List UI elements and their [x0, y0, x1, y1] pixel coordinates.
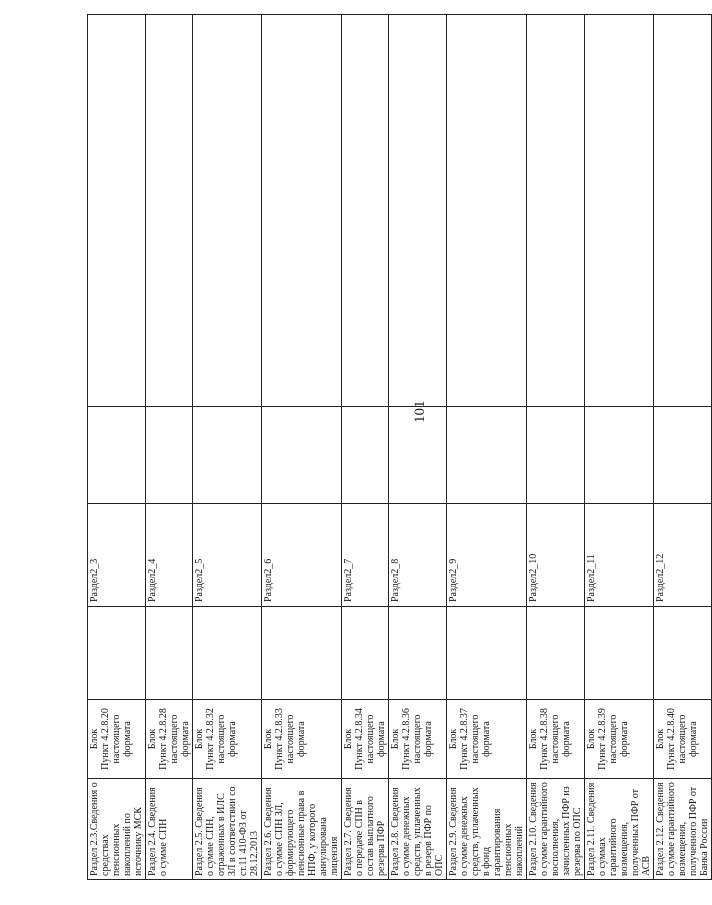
element-type-line: настоящего формата [365, 714, 387, 764]
empty-cell [146, 607, 193, 700]
element-type-line: Блок [263, 728, 274, 750]
empty-cell [654, 407, 712, 504]
element-type-cell [447, 700, 527, 779]
element-type-line: Блок [343, 728, 354, 750]
empty-cell [447, 15, 527, 407]
empty-cell [654, 607, 712, 700]
table-row [447, 15, 527, 880]
element-type-cell [193, 700, 262, 779]
section-description-cell: Раздел 2.8. Сведения о сумме денежных средств, уплаченных в резерв ПФР по ОПС [389, 779, 447, 880]
section-description-cell: Раздел 2.11. Сведения о суммах гарантийного возмещения, полученных ПФР от АСВ [585, 779, 654, 880]
element-type-line: Пункт 4.2.8.40 [666, 708, 677, 770]
element-name-cell: Раздел2_10 [527, 504, 585, 607]
empty-cell [193, 407, 262, 504]
empty-cell [88, 607, 146, 700]
table-row [193, 15, 262, 880]
element-type-line: настоящего формата [285, 714, 307, 764]
element-type-line: Пункт 4.2.8.34 [354, 708, 365, 770]
empty-cell [389, 407, 447, 504]
table-row [262, 15, 342, 880]
element-type-line: настоящего формата [470, 714, 492, 764]
element-type-line: настоящего формата [169, 714, 191, 764]
table-row [527, 15, 585, 880]
section-description-cell: Раздел 2.10. Сведения о сумме гарантийного восполнения, зачисленных ПФР из резерва по ОПС [527, 779, 585, 880]
element-type-line: Пункт 4.2.8.36 [401, 708, 412, 770]
element-type-line: Пункт 4.2.8.39 [597, 708, 608, 770]
element-type-line: Блок [194, 728, 205, 750]
element-name-cell: Раздел2_7 [342, 504, 389, 607]
element-type-line: Пункт 4.2.8.33 [274, 708, 285, 770]
element-name-cell: Раздел2_11 [585, 504, 654, 607]
element-type-line: Блок [390, 728, 401, 750]
empty-cell [262, 407, 342, 504]
table-row [146, 15, 193, 880]
element-type-cell [88, 700, 146, 779]
element-type-line: Пункт 4.2.8.37 [459, 708, 470, 770]
element-type-line: Пункт 4.2.8.32 [205, 708, 216, 770]
element-type-cell [342, 700, 389, 779]
empty-cell [389, 607, 447, 700]
element-type-line: Блок [89, 728, 100, 750]
element-type-line: Пункт 4.2.8.20 [100, 708, 111, 770]
table-row [585, 15, 654, 880]
element-type-line: настоящего формата [216, 714, 238, 764]
element-type-line: настоящего формата [608, 714, 630, 764]
element-name-cell: Раздел2_12 [654, 504, 712, 607]
empty-cell [146, 15, 193, 407]
element-type-cell [389, 700, 447, 779]
element-name-cell: Раздел2_8 [389, 504, 447, 607]
element-type-cell [262, 700, 342, 779]
element-name-cell: Раздел2_3 [88, 504, 146, 607]
element-type-line: Блок [147, 728, 158, 750]
element-type-cell [654, 700, 712, 779]
element-type-cell [146, 700, 193, 779]
empty-cell [342, 15, 389, 407]
empty-cell [193, 607, 262, 700]
empty-cell [527, 15, 585, 407]
empty-cell [527, 607, 585, 700]
section-description-cell: Раздел 2.7. Сведения о передаче СПН в состав выплатного резерва ПФР [342, 779, 389, 880]
element-name-cell: Раздел2_6 [262, 504, 342, 607]
empty-cell [342, 607, 389, 700]
empty-cell [193, 15, 262, 407]
table-row [342, 15, 389, 880]
rotated-table-container [87, 15, 710, 880]
empty-cell [262, 607, 342, 700]
section-description-cell: Раздел 2.12. Сведения о сумме гарантийного возмещения, полученного ПФР от Банка России [654, 779, 712, 880]
sections-table [87, 14, 712, 880]
empty-cell [447, 607, 527, 700]
element-type-line: Пункт 4.2.8.28 [158, 708, 169, 770]
empty-cell [88, 15, 146, 407]
element-name-cell: Раздел2_9 [447, 504, 527, 607]
element-name-cell: Раздел2_4 [146, 504, 193, 607]
section-description-cell: Раздел 2.9. Сведения о сумме денежных средств, уплаченных в фонд гарантирования пенсионных накоплений [447, 779, 527, 880]
table-row [654, 15, 712, 880]
element-type-line: Блок [586, 728, 597, 750]
element-type-line: настоящего формата [412, 714, 434, 764]
section-description-cell: Раздел 2.5. Сведения о сумме СПН, отраженных в ИЛС ЗЛ в соответствии со ст.11 410-ФЗ от 28.12.2013 [193, 779, 262, 880]
empty-cell [146, 407, 193, 504]
element-type-line: настоящего формата [677, 714, 699, 764]
empty-cell [585, 15, 654, 407]
page-number: 101 [412, 400, 428, 423]
element-type-line: Блок [448, 728, 459, 750]
element-type-line: Блок [655, 728, 666, 750]
element-name-cell: Раздел2_5 [193, 504, 262, 607]
element-type-line: настоящего формата [550, 714, 572, 764]
empty-cell [527, 407, 585, 504]
element-type-line: Блок [528, 728, 539, 750]
element-type-cell [585, 700, 654, 779]
element-type-line: Пункт 4.2.8.38 [539, 708, 550, 770]
empty-cell [389, 15, 447, 407]
empty-cell [262, 15, 342, 407]
section-description-cell: Раздел 2.3.Сведения о средствах пенсионных накоплений по источнику МСК [88, 779, 146, 880]
element-type-cell [527, 700, 585, 779]
empty-cell [88, 407, 146, 504]
empty-cell [585, 607, 654, 700]
empty-cell [447, 407, 527, 504]
section-description-cell: Раздел 2.6. Сведения о сумме СПН ЗЛ, формирующего пенсионные права в НПФ, у которого аннулирована лицензия [262, 779, 342, 880]
table-row [88, 15, 146, 880]
empty-cell [585, 407, 654, 504]
empty-cell [654, 15, 712, 407]
table-row [389, 15, 447, 880]
element-type-line: настоящего формата [111, 714, 133, 764]
section-description-cell: Раздел 2.4. Сведения о сумме СПН [146, 779, 193, 880]
empty-cell [342, 407, 389, 504]
